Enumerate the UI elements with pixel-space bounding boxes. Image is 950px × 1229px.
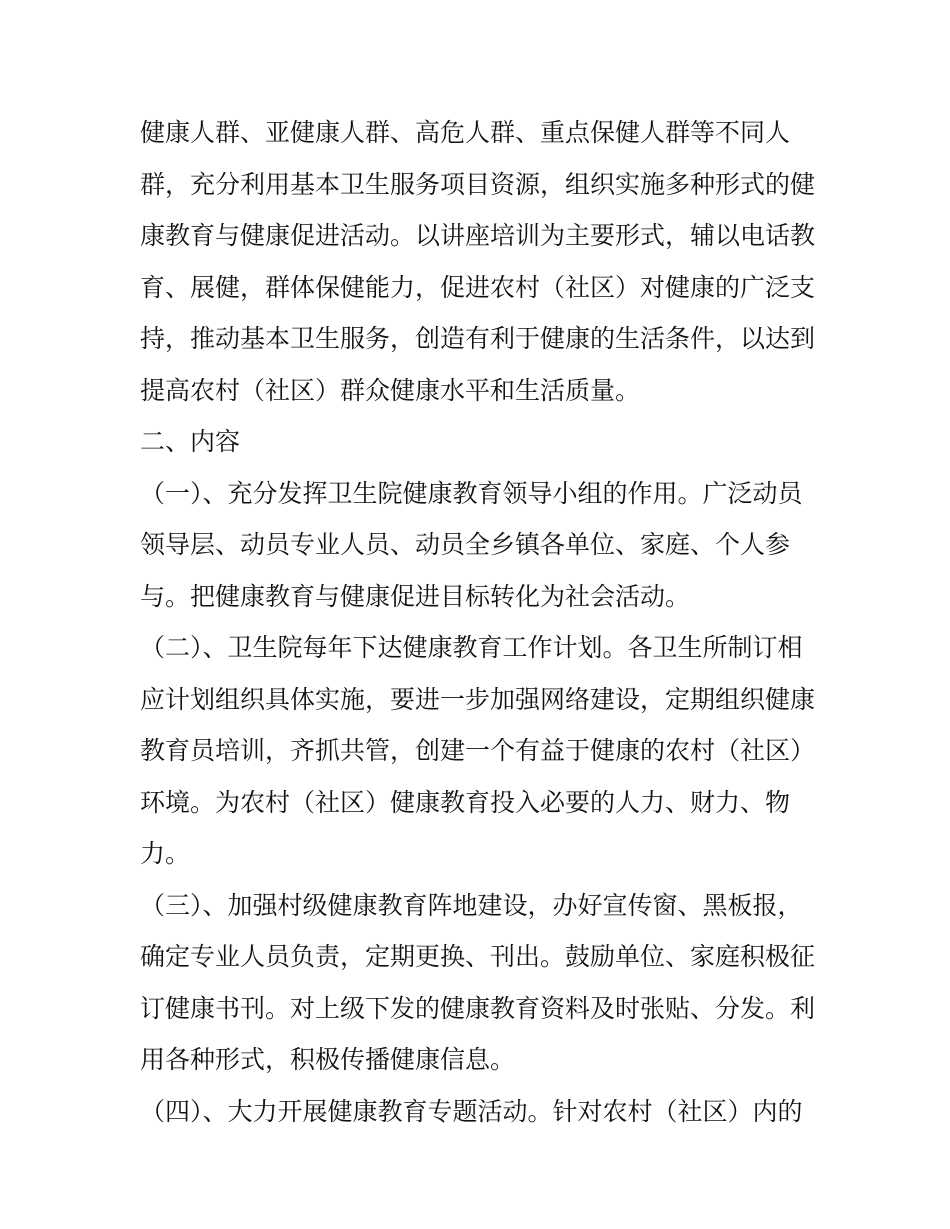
paragraph-line: 与。把健康教育与健康促进目标转化为社会活动。 [140,581,691,611]
paragraph-line: 群，充分利用基本卫生服务项目资源，组织实施多种形式的健 [140,169,816,199]
paragraph-line: 康教育与健康促进活动。以讲座培训为主要形式，辅以电话教 [140,221,816,250]
paragraph-line: 提高农村（社区）群众健康水平和生活质量。 [140,375,641,405]
paragraph-line: （四）、大力开展健康教育专题活动。针对农村（社区）内的 [140,1096,803,1126]
paragraph-line: 教育员培训，齐抓共管，创建一个有益于健康的农村（社区） [140,736,816,765]
paragraph-line: 领导层、动员专业人员、动员全乡镇各单位、家庭、个人参 [140,530,791,559]
paragraph-line: （三）、加强村级健康教育阵地建设，办好宣传窗、黑板报， [140,890,803,920]
paragraph-line: （二）、卫生院每年下达健康教育工作计划。各卫生所制订相 [140,633,803,662]
paragraph-line: 环境。为农村（社区）健康教育投入必要的人力、财力、物 [140,787,791,817]
paragraph-line: 健康人群、亚健康人群、高危人群、重点保健人群等不同人 [140,118,791,147]
paragraph-line: 持，推动基本卫生服务，创造有利于健康的生活条件，以达到 [140,324,816,353]
paragraph-line: 订健康书刊。对上级下发的健康教育资料及时张贴、分发。利 [140,993,816,1023]
paragraph-line: 用各种形式，积极传播健康信息。 [140,1045,516,1074]
section-heading: 二、内容 [140,427,241,456]
paragraph-line: 确定专业人员负责，定期更换、刊出。鼓励单位、家庭积极征 [140,942,816,971]
paragraph-line: （一）、充分发挥卫生院健康教育领导小组的作用。广泛动员 [140,478,803,508]
paragraph-line: 育、展健，群体保健能力，促进农村（社区）对健康的广泛支 [140,272,816,302]
paragraph-line: 力。 [140,839,191,868]
paragraph-line: 应计划组织具体实施，要进一步加强网络建设，定期组织健康 [140,684,816,714]
document-body [140,107,820,1137]
